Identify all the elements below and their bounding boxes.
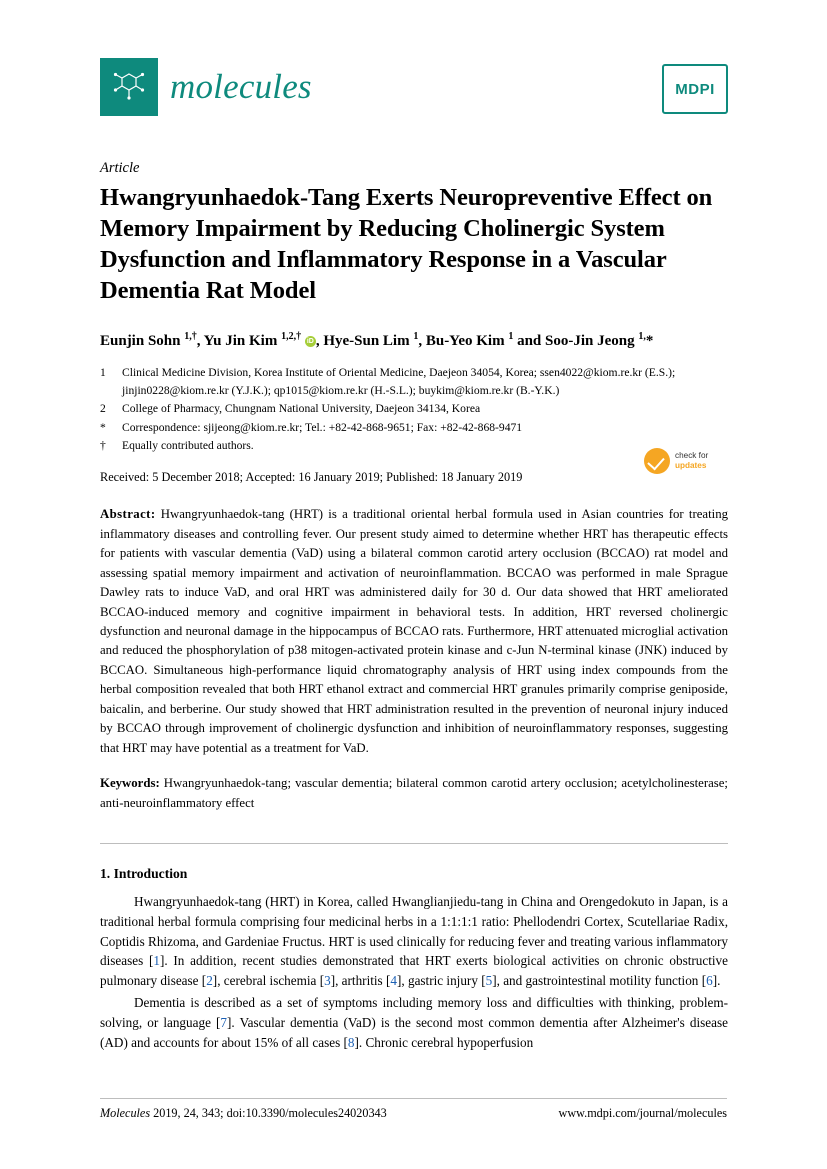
- section-heading-introduction: 1. Introduction: [100, 865, 188, 881]
- masthead: [100, 58, 728, 130]
- molecule-hexagon-icon: [100, 58, 158, 116]
- check-updates-line1: check for: [675, 451, 709, 461]
- intro-paragraph-1: [100, 892, 728, 991]
- affiliation-text: College of Pharmacy, Chungnam National University, Daejeon 34134, Korea: [122, 402, 481, 416]
- article-type: Article: [100, 160, 140, 176]
- intro-p2-text-c: ]. Chronic cerebral hypoperfusion: [354, 1034, 534, 1050]
- abstract: [100, 505, 728, 758]
- publication-dates: [100, 451, 728, 485]
- affiliation-text: Equally contributed authors.: [122, 439, 254, 452]
- intro-p1-text-b: ]. In addition, recent studies demonstrated that HRT exerts biological activities on chronic obstructive pulmonary disease [: [100, 953, 728, 989]
- check-updates-label: [675, 451, 708, 472]
- intro-p1-text-c: ], cerebral ischemia [: [212, 973, 325, 989]
- page-content: [100, 58, 728, 1054]
- citation-link-7[interactable]: 7: [220, 1014, 228, 1030]
- check-for-updates-badge[interactable]: [644, 448, 740, 474]
- intro-p1-text-g: ].: [712, 973, 721, 989]
- abstract-label: Abstract:: [100, 507, 156, 522]
- affiliation-marker: *: [100, 420, 106, 434]
- citation-link-8[interactable]: 8: [347, 1034, 355, 1050]
- affiliation-marker: †: [100, 439, 106, 452]
- intro-p1-text-a: Hwangryunhaedok-tang (HRT) in Korea, called Hwanglianjiedu-tang in China and Orengedokuto in Japan, is a traditional herbal formula comprising four medicinal herbs in a 1:1:1:1 ratio: Phellodendri Cortex, Scutellariae Radix, Coptidis Rhizoma, and Gardeniae Fructus. HRT is used clinically for reducing fever and treating various inflammatory diseases [: [100, 893, 728, 969]
- mdpi-logo: MDPI: [662, 64, 728, 114]
- footer-journal-name: Molecules: [100, 1106, 151, 1120]
- intro-p1-text-e: ], gastric injury [: [396, 973, 486, 989]
- page-footer: [100, 1098, 727, 1121]
- author-list: Eunjin Sohn $^{1,\dagger}$, Yu Jin Kim $^{1,2,\dagger}$ iD , Hye-Sun Lim $^1$, Bu-Yeo Kim $^1$ and Soo-Jin Jeong $^{1,}$*: [100, 331, 654, 350]
- intro-p1-text-f: ], and gastrointestinal motility function [: [492, 973, 707, 989]
- footer-citation: [100, 1106, 387, 1121]
- orcid-icon[interactable]: iD: [306, 337, 314, 345]
- dates-text: Received: 5 December 2018; Accepted: 16 January 2019; Published: 18 January 2019: [100, 470, 523, 485]
- page-title: Hwangryunhaedok-Tang Exerts Neuropreventive Effect on Memory Impairment by Reducing Cholinergic System Dysfunction and Inflammatory Response in a Vascular Dementia Rat Model: [100, 184, 713, 304]
- keywords-text: Hwangryunhaedok-tang; vascular dementia; bilateral common carotid artery occlusion; acetylcholinesterase; anti-neuroinflammatory effect: [100, 776, 728, 810]
- journal-logo: [100, 58, 728, 116]
- abstract-text: Hwangryunhaedok-tang (HRT) is a traditional oriental herbal formula used in Asian countries for treating inflammatory diseases and controlling fever. Our present study aimed to determine whether HRT has therapeutic effects for patients with vascular dementia (VaD) using a bilateral common carotid artery occlusion (BCCAO) rat model and assessing spatial memory impairment and activation of neuroinflammation. BCCAO was performed in male Sprague Dawley rats to induce VaD, and oral HRT was administered daily for 30 d. Our data showed that HRT ameliorated BCCAO-induced memory and cognitive impairment in behavioral tests. In addition, HRT reversed cholinergic dysfunction and neuronal damage in the hippocampus of BCCAO rats. Furthermore, HRT attenuated microglial activation and reduced the phosphorylation of p38 mitogen-activated protein kinase and c-Jun N-terminal kinase (JNK) induced by BCCAO. Simultaneous high-performance liquid chromatography analysis of HRT using index compounds from the herbal composition revealed that both HRT ethanol extract and commercial HRT granules primarily comprise geniposide, baicalin, and berberine. Our study showed that HRT administration resulted in the prevention of neuronal injury induced by BCCAO through improvement of cholinergic dysfunction and inhibition of neuroinflammatory responses, suggesting that HRT may have potential as a treatment for VaD.: [100, 507, 728, 755]
- intro-paragraph-2: [100, 993, 728, 1052]
- keywords-label: Keywords:: [100, 776, 160, 791]
- footer-url[interactable]: www.mdpi.com/journal/molecules: [558, 1106, 727, 1120]
- citation-link-6[interactable]: 6: [706, 973, 713, 989]
- affiliation-marker: 2: [100, 402, 106, 416]
- affiliation-item: [100, 419, 728, 436]
- divider: [100, 843, 728, 844]
- affiliation-list: [100, 364, 728, 454]
- affiliation-text: Clinical Medicine Division, Korea Institute of Oriental Medicine, Daejeon 34054, Korea; ssen4022@kiom.re.kr (E.S.); jinjin0228@kiom.re.kr (Y.J.K.); qp1015@kiom.re.kr (H.-S.L.); buykim@kiom.re.kr (B.-Y.K.): [122, 366, 676, 397]
- affiliation-item: [100, 364, 728, 399]
- intro-p2-text-a: Dementia is described as a set of symptoms including memory loss and difficulties with thinking, problem-solving, or language [: [100, 994, 728, 1030]
- affiliation-text: Correspondence: sjijeong@kiom.re.kr; Tel.: +82-42-868-9651; Fax: +82-42-868-9471: [122, 420, 523, 434]
- citation-link-5[interactable]: 5: [485, 973, 493, 989]
- check-mark-icon: [644, 448, 670, 474]
- citation-link-4[interactable]: 4: [390, 973, 397, 989]
- citation-link-3[interactable]: 3: [324, 973, 331, 989]
- intro-p1-text-d: ], arthritis [: [330, 973, 391, 989]
- footer-citation-rest: 2019, 24, 343; doi:10.3390/molecules24020343: [153, 1106, 387, 1120]
- keywords: [100, 774, 728, 813]
- journal-title: molecules: [170, 67, 312, 106]
- affiliation-item: [100, 437, 728, 454]
- intro-p2-text-b: ]. Vascular dementia (VaD) is the second most common dementia after Alzheimer's disease (AD) and accounts for about 15% of all cases [: [100, 1014, 728, 1050]
- check-updates-line2: updates: [675, 461, 707, 471]
- citation-link-2[interactable]: 2: [206, 973, 213, 989]
- affiliation-item: [100, 400, 728, 417]
- affiliation-marker: 1: [100, 366, 106, 380]
- citation-link-1[interactable]: 1: [153, 953, 160, 969]
